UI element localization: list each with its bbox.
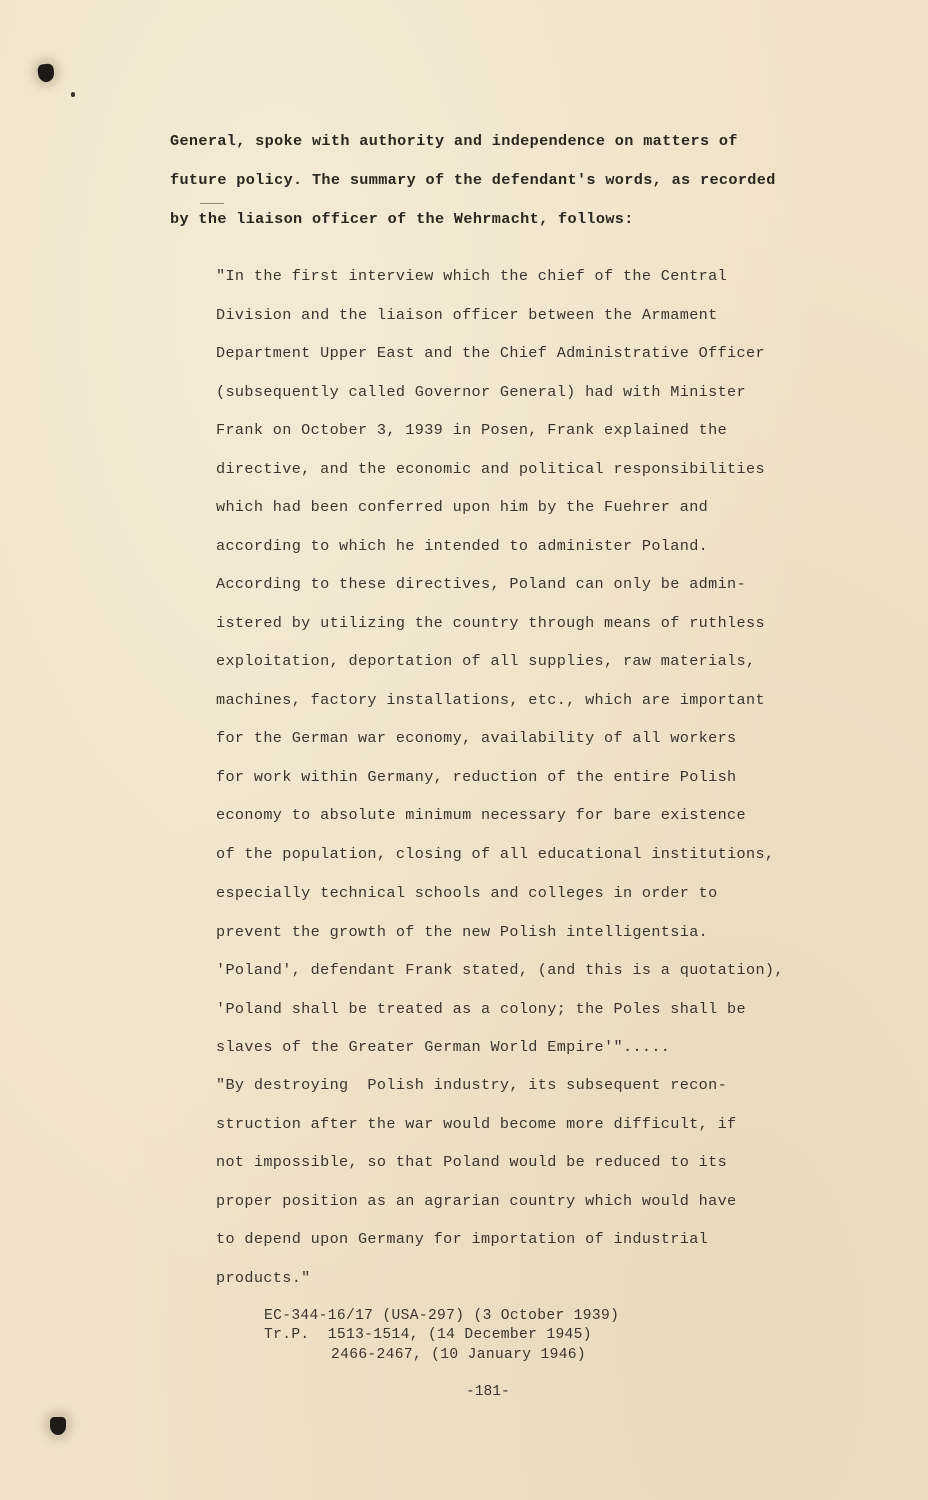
punch-hole-mark-bottom bbox=[50, 1417, 66, 1435]
quote-line: "By destroying Polish industry, its subsequent recon- bbox=[216, 1076, 728, 1094]
pencil-mark bbox=[200, 203, 224, 204]
quote-line: according to which he intended to administer Poland. bbox=[216, 537, 709, 555]
quote-line: directive, and the economic and political responsibilities bbox=[216, 460, 765, 478]
quote-line: 'Poland shall be treated as a colony; the Poles shall be bbox=[216, 1000, 746, 1018]
quote-line: prevent the growth of the new Polish intelligentsia. bbox=[216, 923, 709, 941]
quote-line: not impossible, so that Poland would be reduced to its bbox=[216, 1153, 728, 1171]
citation-line: 2466-2467, (10 January 1946) bbox=[331, 1347, 587, 1363]
intro-line: future policy. The summary of the defendant's words, as recorded bbox=[170, 171, 776, 189]
quote-line: (subsequently called Governor General) had with Minister bbox=[216, 383, 746, 401]
quote-line: 'Poland', defendant Frank stated, (and this is a quotation), bbox=[216, 961, 784, 979]
quote-line: which had been conferred upon him by the Fuehrer and bbox=[216, 498, 709, 516]
page-number: -181- bbox=[466, 1384, 510, 1400]
citation-line: EC-344-16/17 (USA-297) (3 October 1939) bbox=[264, 1308, 620, 1324]
intro-line: General, spoke with authority and independence on matters of bbox=[170, 132, 738, 150]
quote-line: of the population, closing of all educational institutions, bbox=[216, 845, 775, 863]
quote-line: Department Upper East and the Chief Administrative Officer bbox=[216, 344, 765, 362]
quote-line: slaves of the Greater German World Empire'"..... bbox=[216, 1038, 671, 1056]
quote-line: "In the first interview which the chief of the Central bbox=[216, 267, 728, 285]
quote-line: istered by utilizing the country through means of ruthless bbox=[216, 614, 765, 632]
quote-line: for work within Germany, reduction of the entire Polish bbox=[216, 768, 737, 786]
quote-line: Division and the liaison officer between the Armament bbox=[216, 306, 718, 324]
ink-speck-mark bbox=[71, 92, 75, 97]
quote-line: machines, factory installations, etc., which are important bbox=[216, 691, 765, 709]
punch-hole-mark-top bbox=[37, 63, 55, 83]
quote-line: especially technical schools and colleges in order to bbox=[216, 884, 718, 902]
quote-line: struction after the war would become more difficult, if bbox=[216, 1115, 737, 1133]
quote-line: proper position as an agrarian country which would have bbox=[216, 1192, 737, 1210]
quote-line: exploitation, deportation of all supplies, raw materials, bbox=[216, 652, 756, 670]
quote-line: economy to absolute minimum necessary for bare existence bbox=[216, 806, 746, 824]
intro-line: by the liaison officer of the Wehrmacht, follows: bbox=[170, 210, 634, 228]
quote-line: to depend upon Germany for importation of industrial bbox=[216, 1230, 709, 1248]
quote-line: Frank on October 3, 1939 in Posen, Frank explained the bbox=[216, 421, 728, 439]
quote-line: According to these directives, Poland can only be admin- bbox=[216, 575, 746, 593]
citation-line: Tr.P. 1513-1514, (14 December 1945) bbox=[264, 1327, 592, 1343]
quote-line: products." bbox=[216, 1269, 311, 1287]
quote-line: for the German war economy, availability of all workers bbox=[216, 729, 737, 747]
